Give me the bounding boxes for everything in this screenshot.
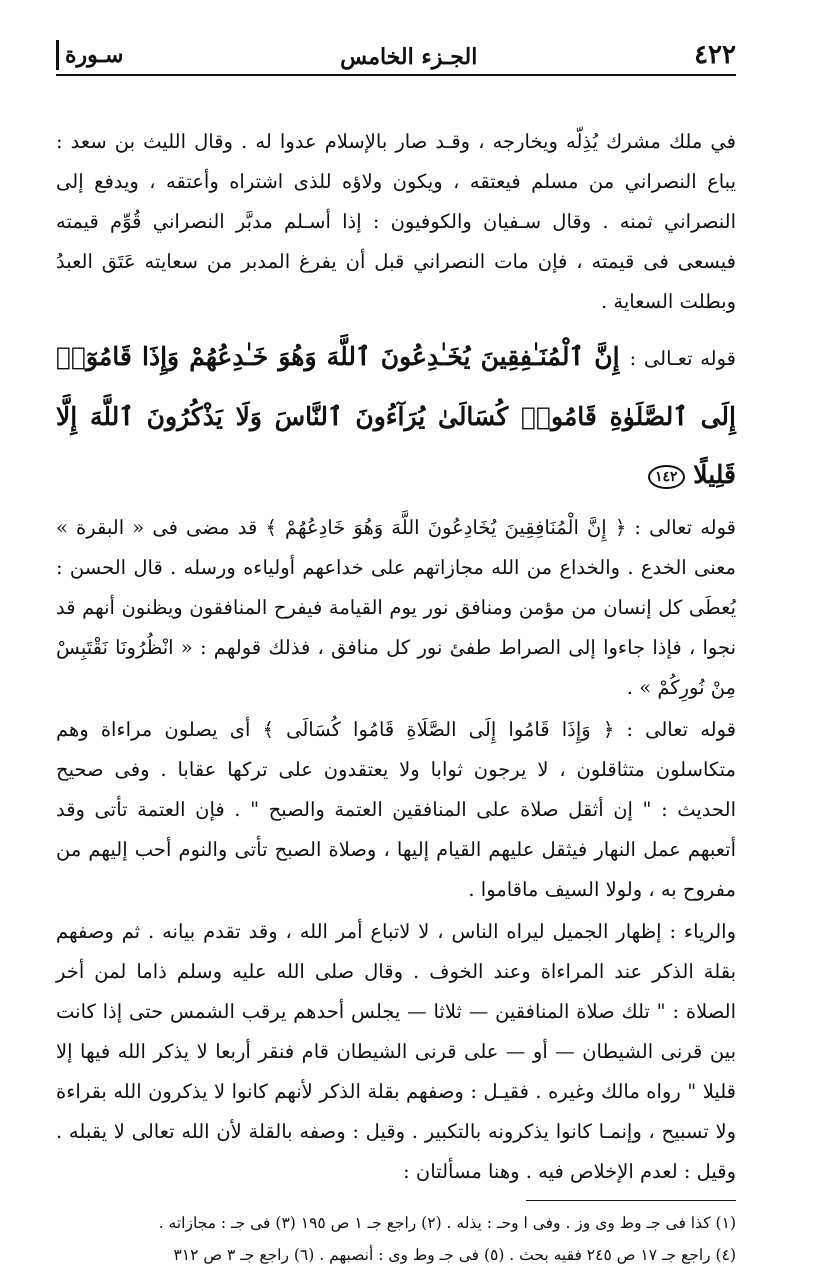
ayah-number-mark: ١٤٢ bbox=[648, 465, 685, 489]
footnote-line: (٤) راجع جـ ١٧ ص ٢٤٥ فقيه بحث . (٥) فى جـ وط وى : أنصبهم . (٦) راجع جـ ٣ ص ٣١٢ bbox=[173, 1246, 736, 1264]
paragraph: قوله تعالى : ﴿ وَإِذَا قَامُوا إِلَى الصَّلَاةِ قَامُوا كُسَالَى ﴾ أى يصلون مراءاة وهم متكاسلون متثاقلون ، لا يرجون ثوابا ولا يعتقدون على تركها عقابا . وفى صحيح الحديث : " إن أثقل صلاة على المنافقين العتمة والصبح " . فإن العتمة تأتى وقد أتعبهم عمل النهار فيثقل عليهم القيام إليها ، وصلاة الصبح تأتى والنوم أحب إليهم من مفروح به ، ولولا السيف ماقاموا . bbox=[56, 718, 736, 901]
page-header bbox=[56, 30, 736, 76]
paragraph: والرياء : إظهار الجميل ليراه الناس ، لا لاتباع أمر الله ، وقد تقدم بيانه . ثم وصفهم بقلة الذكر عند المراءاة وعند الخوف . وقال صلى الله عليه وسلم ذاما لمن أخر الصلاة : " تلك صلاة المنافقين — ثلاثا — يجلس أحدهم يرقب الشمس حتى إذا كانت بين قرنى الشيطان — أو — على قرنى الشيطان قام فنقر أربعا لا يذكر الله فيها إلا قليلا " رواه مالك وغيره . فقيـل : وصفهم بقلة الذكر لأنهم كانوا لا يذكرون الله بقراءة ولا تسبيح ، وإنمـا كانوا يذكرونه بالتكبير . وقيل : وصفه بالقلة لأن الله تعالى لا يقبله . وقيل : لعدم الإخلاص فيه . وهنا مسألتان : bbox=[56, 920, 736, 1183]
part-title: الجـزء الخامس bbox=[340, 44, 478, 70]
verse-lead: قوله تعـالى : bbox=[629, 347, 736, 370]
footnote-line: (١) كذا فى جـ وط وى وز . وفى ا وحـ : يذله . (٢) راجع جـ ١ ص ١٩٥ (٣) فى جـ : مجازاته . bbox=[158, 1214, 736, 1232]
footnotes bbox=[56, 1207, 736, 1271]
page-body bbox=[56, 122, 736, 1192]
footnote-divider bbox=[526, 1200, 736, 1201]
surah-label bbox=[56, 40, 123, 70]
page-number: ٤٢٢ bbox=[694, 40, 736, 70]
paragraph: في ملك مشرك يُذِلّه ويخارجه ، وقـد صار بالإسلام عدوا له . وقال الليث بن سعد : يباع النصراني من مسلم فيعتقه ، ويكون ولاؤه للذى اشتراه وأعتقه ، ويدفع إلى النصراني ثمنه . وقال سـفيان والكوفيون : إذا أسـلم مدبَّر النصراني قُوِّم قيمته فيسعى فى قيمته ، فإن مات النصراني قبل أن يفرغ المدبر من سعايته عَتَق العبدُ وبطلت السعاية . bbox=[56, 130, 736, 313]
verse-text: إِنَّ ٱلْمُنَـٰفِقِينَ يُخَـٰدِعُونَ ٱللَّهَ وَهُوَ خَـٰدِعُهُمْ وَإِذَا قَامُوٓا۟ إِلَى ٱلصَّلَوٰةِ قَامُوا۟ كُسَالَىٰ يُرَآءُونَ ٱلنَّاسَ وَلَا يَذْكُرُونَ ٱللَّهَ إِلَّا قَلِيلًا bbox=[56, 342, 736, 489]
surah-title: سـورة bbox=[65, 42, 124, 68]
paragraph: قوله تعالى : ﴿ إِنَّ الْمُنَافِقِينَ يُخَادِعُونَ اللَّهَ وَهُوَ خَادِعُهُمْ ﴾ قد مضى فى « البقرة » معنى الخدع . والخداع من الله مجازاتهم على خداعهم أولياءه ورسله . قال الحسن : يُعطَى كل إنسان من مؤمن ومنافق نور يوم القيامة فيفرح المنافقون ويظنون أنهم قد نجوا ، فإذا جاءوا إلى الصراط طفئ نور كل منافق ، فذلك قولهم : « انْظُرُونَا نَقْتَبِسْ مِنْ نُورِكُمْ » . bbox=[56, 516, 736, 699]
header-bar bbox=[56, 40, 59, 70]
quran-verse bbox=[56, 328, 736, 504]
